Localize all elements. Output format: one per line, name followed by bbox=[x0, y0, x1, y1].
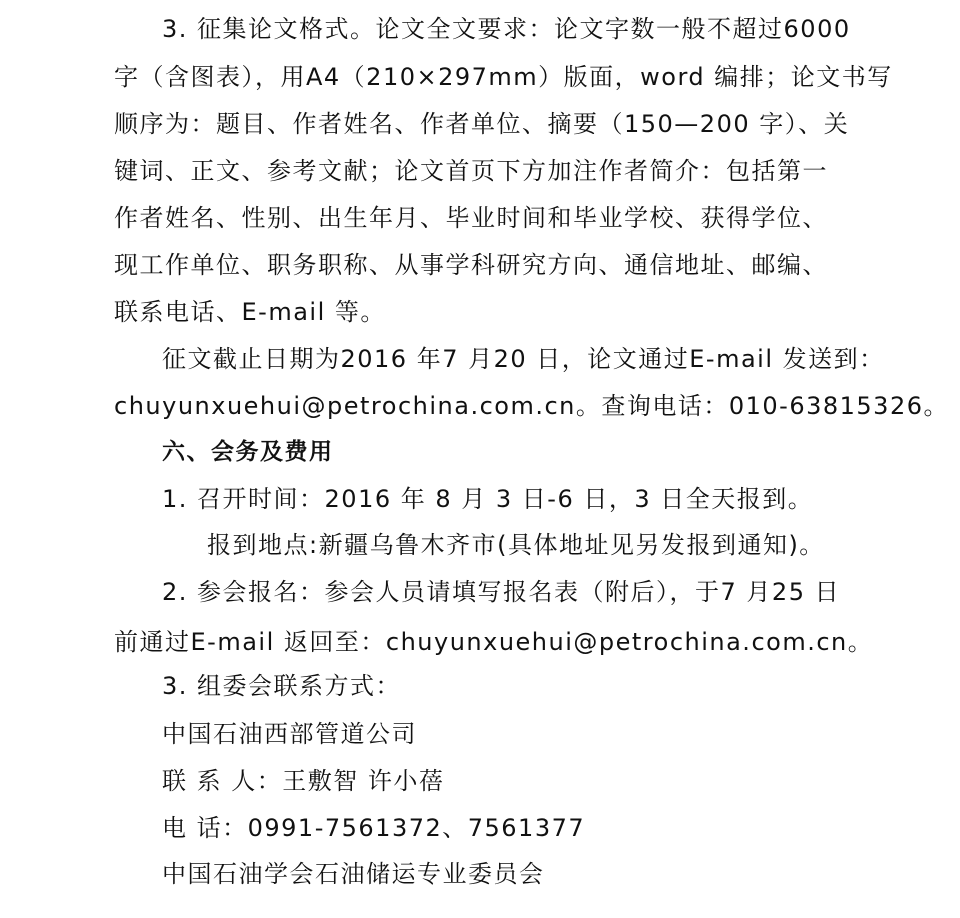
organization-1-line: 中国石油西部管道公司 bbox=[162, 720, 417, 748]
registration-place-line: 报到地点:新疆乌鲁木齐市(具体地址见另发报到通知)。 bbox=[207, 531, 825, 559]
deadline-line-1: 征文截止日期为2016 年7 月20 日，论文通过E-mail 发送到： bbox=[162, 345, 885, 373]
contact-people-line: 联 系 人：王敷智 许小蓓 bbox=[162, 767, 445, 795]
meeting-time-line: 1. 召开时间：2016 年 8 月 3 日-6 日，3 日全天报到。 bbox=[162, 485, 814, 513]
contact-heading-line: 3. 组委会联系方式： bbox=[162, 672, 402, 700]
format-requirements-line-2: 字（含图表），用A4（210×297mm）版面，word 编排；论文书写 bbox=[114, 63, 893, 91]
organization-2-line: 中国石油学会石油储运专业委员会 bbox=[162, 860, 545, 888]
section-heading: 六、会务及费用 bbox=[162, 439, 334, 465]
format-requirements-line-3: 顺序为：题目、作者姓名、作者单位、摘要（150—200 字）、关 bbox=[114, 110, 850, 138]
deadline-line-2: chuyunxuehui@petrochina.com.cn。查询电话：010-63815326。 bbox=[114, 392, 949, 420]
format-requirements-line-4: 键词、正文、参考文献；论文首页下方加注作者简介：包括第一 bbox=[114, 157, 828, 185]
format-requirements-line-5: 作者姓名、性别、出生年月、毕业时间和毕业学校、获得学位、 bbox=[114, 204, 828, 232]
registration-line-2: 前通过E-mail 返回至：chuyunxuehui@petrochina.com.cn。 bbox=[114, 628, 874, 656]
phone-line: 电 话：0991-7561372、7561377 bbox=[162, 814, 586, 842]
format-requirements-line-7: 联系电话、E-mail 等。 bbox=[114, 298, 386, 326]
registration-line-1: 2. 参会报名：参会人员请填写报名表（附后），于7 月25 日 bbox=[162, 578, 841, 606]
format-requirements-line-6: 现工作单位、职务职称、从事学科研究方向、通信地址、邮编、 bbox=[114, 251, 828, 279]
format-requirements-line-1: 3. 征集论文格式。论文全文要求：论文字数一般不超过6000 bbox=[162, 15, 851, 43]
